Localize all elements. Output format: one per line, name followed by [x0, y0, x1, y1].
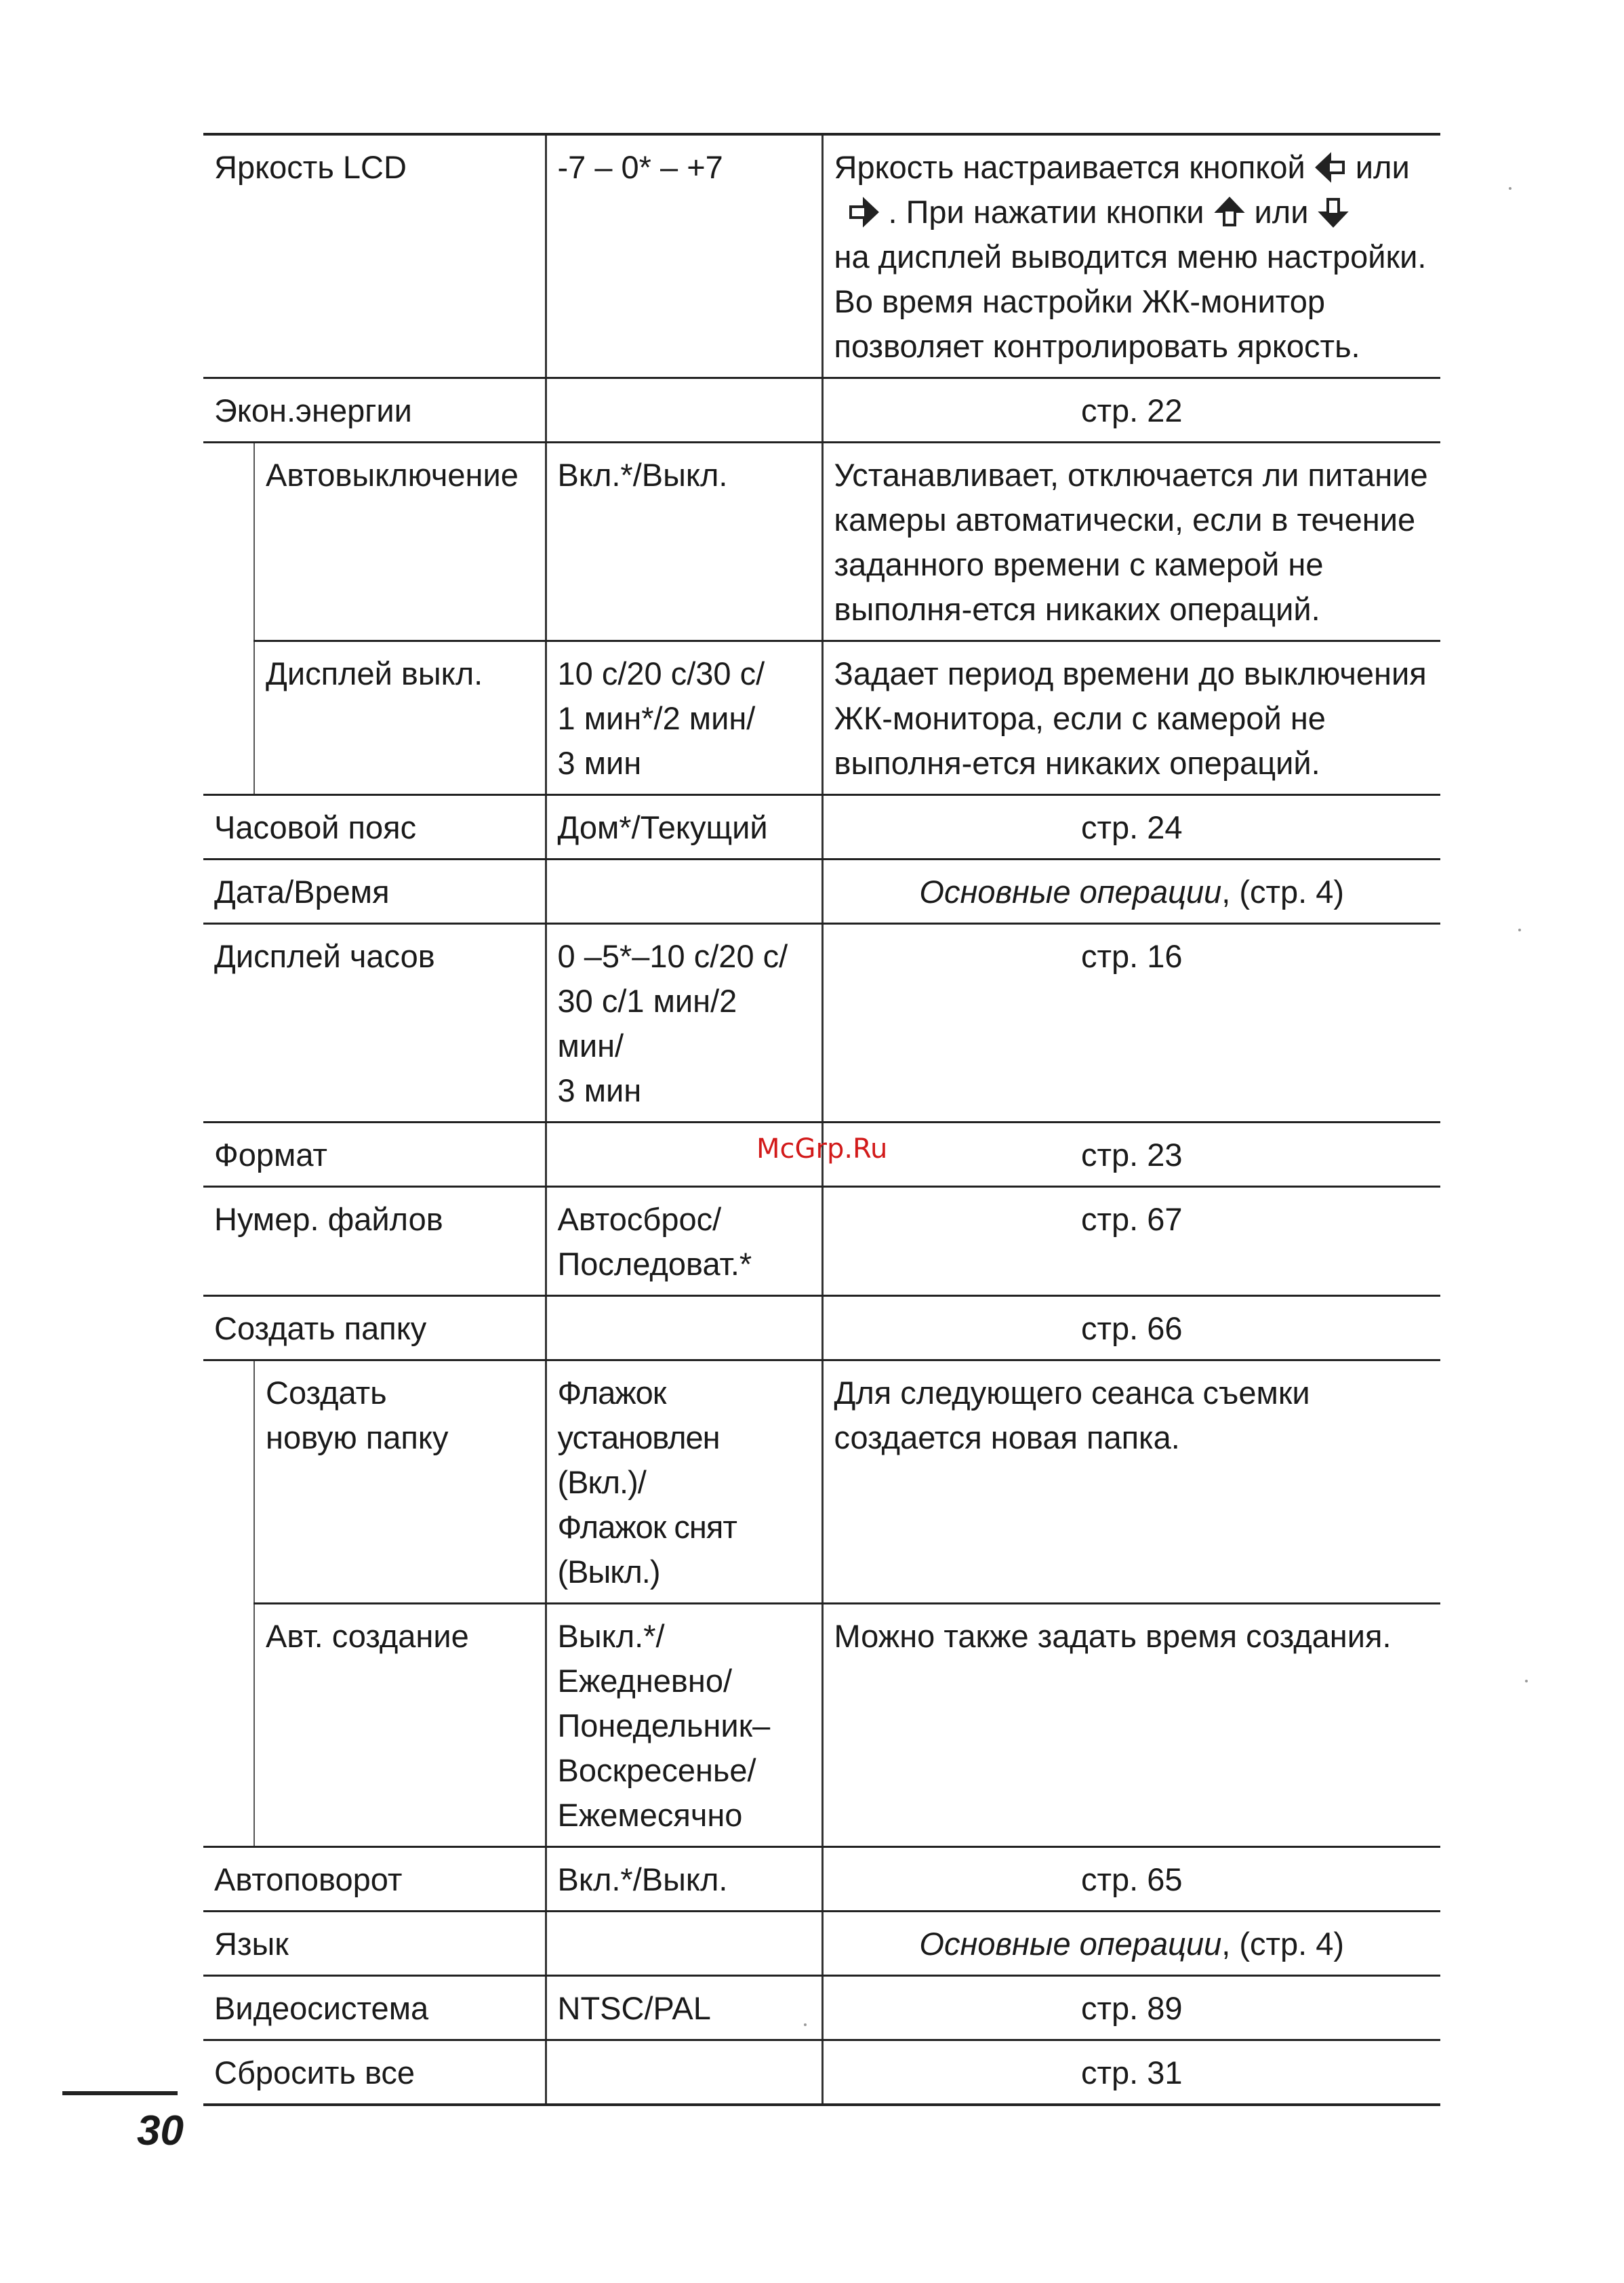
setting-name: Создать папку [203, 1296, 546, 1360]
setting-values [546, 2040, 822, 2105]
page-number: 30 [137, 2107, 184, 2154]
setting-description: стр. 31 [822, 2040, 1440, 2105]
left-arrow-icon [1315, 150, 1346, 181]
down-arrow-icon [1318, 195, 1349, 226]
scan-speck [1509, 187, 1511, 190]
setting-values: Дом*/Текущий [546, 795, 822, 860]
reference-page: , (стр. 4) [1221, 874, 1345, 910]
indent [203, 641, 254, 795]
setting-values: Вкл.*/Выкл. [546, 1847, 822, 1912]
right-arrow-icon [848, 195, 879, 226]
table-row [203, 1847, 1440, 1912]
setting-values [546, 1912, 822, 1976]
setting-name: Создать новую папку [254, 1360, 546, 1604]
setting-description: Можно также задать время создания. [822, 1604, 1440, 1847]
setting-description: стр. 67 [822, 1187, 1440, 1296]
table-row [203, 2040, 1440, 2105]
setting-description: стр. 23 [822, 1123, 1440, 1187]
setting-name: Часовой пояс [203, 795, 546, 860]
page-number-rule [62, 2091, 178, 2095]
setting-values [546, 860, 822, 924]
settings-table [203, 133, 1440, 2106]
table-row [203, 795, 1440, 860]
setting-description: стр. 89 [822, 1976, 1440, 2040]
table-row [203, 1912, 1440, 1976]
desc-text: на дисплей выводится меню настройки. Во время настройки ЖК-монитор позволяет контролировать яркость. [834, 239, 1427, 364]
setting-values [546, 1296, 822, 1360]
table-row [203, 134, 1440, 378]
desc-text: Яркость настраивается кнопкой [834, 149, 1305, 185]
watermark[interactable]: McGrp.Ru [756, 1133, 888, 1165]
indent [203, 1360, 254, 1604]
setting-values: Автосброс/ Последоват.* [546, 1187, 822, 1296]
setting-description: стр. 16 [822, 924, 1440, 1123]
table-row [203, 641, 1440, 795]
table-row [203, 1360, 1440, 1604]
setting-values: -7 – 0* – +7 [546, 134, 822, 378]
setting-description: Задает период времени до выключения ЖК-монитора, если с камерой не выполня-ется никаких операций. [822, 641, 1440, 795]
setting-name: Видеосистема [203, 1976, 546, 2040]
setting-name: Формат [203, 1123, 546, 1187]
table-row [203, 1976, 1440, 2040]
reference-title: Основные операции [919, 874, 1222, 910]
setting-values: Вкл.*/Выкл. [546, 443, 822, 641]
desc-text: или [1355, 149, 1410, 185]
setting-values: NTSC/PAL [546, 1976, 822, 2040]
setting-name: Автовыключение [254, 443, 546, 641]
setting-description [822, 860, 1440, 924]
table-row [203, 1604, 1440, 1847]
table-row [203, 1296, 1440, 1360]
setting-description: стр. 22 [822, 378, 1440, 443]
scan-speck [1525, 1680, 1528, 1682]
scan-speck [804, 2023, 807, 2026]
up-arrow-icon [1214, 195, 1245, 226]
setting-description: Устанавливает, отключается ли питание камеры автоматически, если в течение заданного времени с камерой не выполня-ется никаких операций. [822, 443, 1440, 641]
setting-name: Язык [203, 1912, 546, 1976]
indent [203, 1604, 254, 1847]
setting-values: Флажок установлен (Вкл.)/ Флажок снят (Выкл.) [546, 1360, 822, 1604]
table-row [203, 443, 1440, 641]
table-row [203, 860, 1440, 924]
setting-description [822, 1912, 1440, 1976]
setting-description: стр. 66 [822, 1296, 1440, 1360]
setting-name: Сбросить все [203, 2040, 546, 2105]
reference-page: , (стр. 4) [1221, 1926, 1345, 1962]
setting-description: стр. 24 [822, 795, 1440, 860]
reference-title: Основные операции [919, 1926, 1222, 1962]
setting-description: стр. 65 [822, 1847, 1440, 1912]
setting-name: Яркость LCD [203, 134, 546, 378]
table-row [203, 1187, 1440, 1296]
scan-speck [1518, 929, 1521, 931]
setting-name: Автоповорот [203, 1847, 546, 1912]
desc-text: . При нажатии кнопки [888, 194, 1204, 230]
desc-text: или [1254, 194, 1309, 230]
setting-name: Экон.энергии [203, 378, 546, 443]
setting-name: Авт. создание [254, 1604, 546, 1847]
setting-name: Дата/Время [203, 860, 546, 924]
table-row [203, 924, 1440, 1123]
indent [203, 443, 254, 641]
setting-description [822, 134, 1440, 378]
setting-name: Дисплей выкл. [254, 641, 546, 795]
setting-values: Выкл.*/ Ежедневно/ Понедельник– Воскресенье/ Ежемесячно [546, 1604, 822, 1847]
setting-name: Дисплей часов [203, 924, 546, 1123]
setting-values [546, 378, 822, 443]
setting-name: Нумер. файлов [203, 1187, 546, 1296]
setting-description: Для следующего сеанса съемки создается новая папка. [822, 1360, 1440, 1604]
setting-values: 10 с/20 с/30 с/ 1 мин*/2 мин/ 3 мин [546, 641, 822, 795]
setting-values: 0 –5*–10 с/20 с/ 30 с/1 мин/2 мин/ 3 мин [546, 924, 822, 1123]
table-row [203, 378, 1440, 443]
